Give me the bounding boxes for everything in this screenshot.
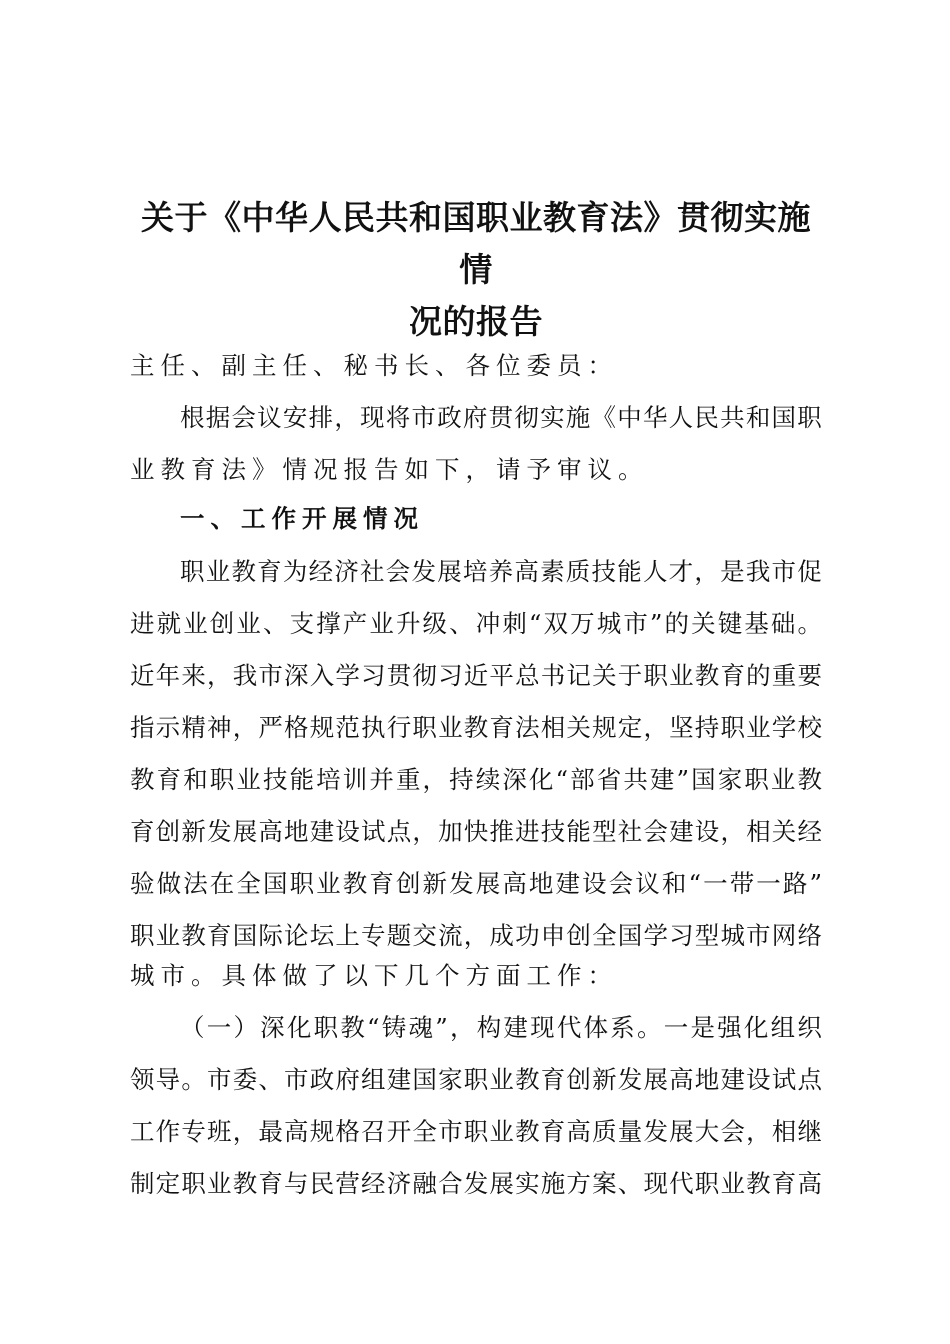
document-title xyxy=(130,192,822,348)
paragraph1-line-3: 近 年 来 ， 我 市 深 入 学 习 贯 彻 习 近 平 总 书 记 关 于 职 业 教 育 的 重 要 xyxy=(130,661,822,690)
intro-line-2: 业教育法》情况报告如下，请予审议。 xyxy=(130,455,649,484)
intro-line-1: 根 据 会 议 安 排 ， 现 将 市 政 府 贯 彻 实 施 《 中 华 人 民 共 和 国 职 xyxy=(180,403,822,432)
paragraph1-line-4: 指 示 精 神 ， 严 格 规 范 执 行 职 业 教 育 法 相 关 规 定 ， 坚 持 职 业 学 校 xyxy=(130,713,822,742)
section-heading: 一、工作开展情况 xyxy=(180,504,424,533)
paragraph1-line-8: 职 业 教 育 国 际 论 坛 上 专 题 交 流 ， 成 功 申 创 全 国 学 习 型 城 市 网 络 xyxy=(130,921,822,950)
paragraph1-line-9: 城市。具体做了以下几个方面工作： xyxy=(130,961,618,990)
paragraph1-line-7: 验 做 法 在 全 国 职 业 教 育 创 新 发 展 高 地 建 设 会 议 和 “ 一 带 一 路 ” xyxy=(130,869,822,898)
title-line-2: 况的报告 xyxy=(409,302,543,341)
title-line-1: 关于《中华人民共和国职业教育法》贯彻实施情 xyxy=(141,198,811,289)
paragraph2-line-3: 工 作 专 班 ， 最 高 规 格 召 开 全 市 职 业 教 育 高 质 量 发 展 大 会 ， 相 继 xyxy=(130,1117,822,1146)
paragraph2-line-1: （ 一 ） 深 化 职 教 “ 铸 魂 ” ， 构 建 现 代 体 系 。 一 是 强 化 组 织 xyxy=(180,1013,822,1042)
paragraph2-line-2: 领 导 。 市 委 、 市 政 府 组 建 国 家 职 业 教 育 创 新 发 展 高 地 建 设 试 点 xyxy=(130,1065,822,1094)
paragraph1-line-5: 教 育 和 职 业 技 能 培 训 并 重 ， 持 续 深 化 “ 部 省 共 建 ” 国 家 职 业 教 xyxy=(130,765,822,794)
salutation: 主任、副主任、秘书长、各位委员： xyxy=(130,351,618,380)
paragraph1-line-6: 育 创 新 发 展 高 地 建 设 试 点 ， 加 快 推 进 技 能 型 社 会 建 设 ， 相 关 经 xyxy=(130,817,822,846)
paragraph1-line-1: 职 业 教 育 为 经 济 社 会 发 展 培 养 高 素 质 技 能 人 才 ， 是 我 市 促 xyxy=(180,557,822,586)
paragraph1-line-2: 进 就 业 创 业 、 支 撑 产 业 升 级 、 冲 刺 “ 双 万 城 市 ” 的 关 键 基 础 。 xyxy=(130,609,822,638)
paragraph2-line-4: 制 定 职 业 教 育 与 民 营 经 济 融 合 发 展 实 施 方 案 、 现 代 职 业 教 育 高 xyxy=(130,1169,822,1198)
